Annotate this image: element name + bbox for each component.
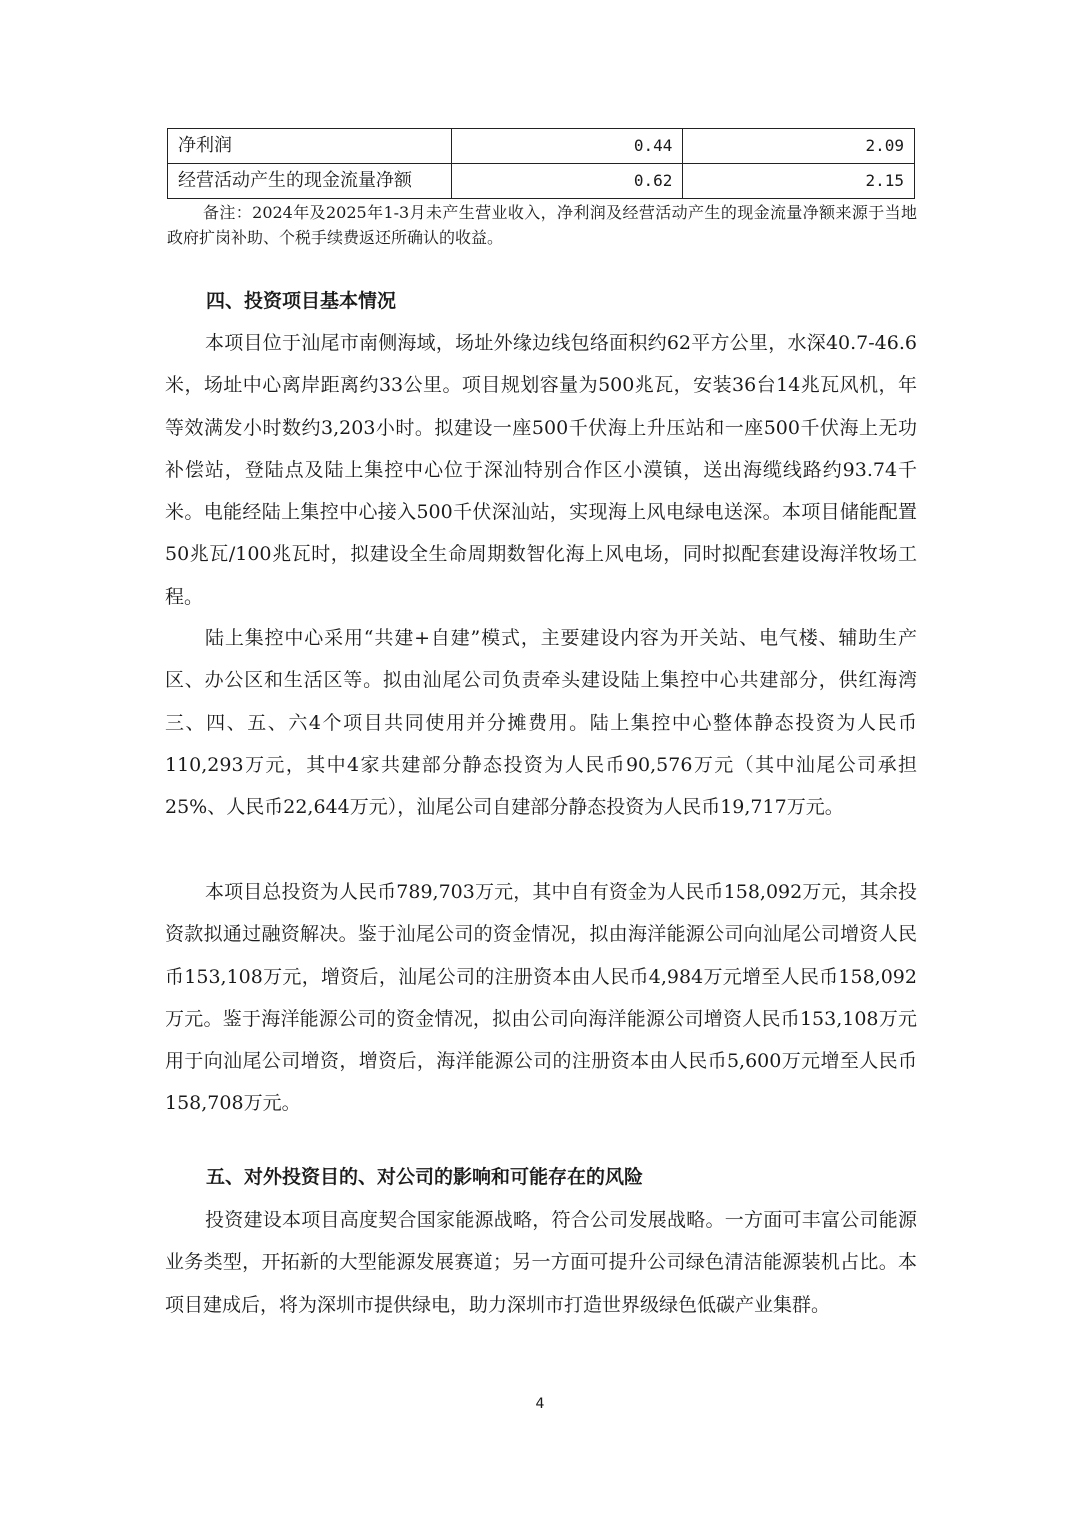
- paragraph: 投资建设本项目高度契合国家能源战略，符合公司发展战略。一方面可丰富公司能源业务类型，开拓新的大型能源发展赛道；另一方面可提升公司绿色清洁能源装机占比。本项目建成后，将为深圳市提供绿电，助力深圳市打造世界级绿色低碳产业集群。: [165, 1209, 917, 1316]
- row-label: 经营活动产生的现金流量净额: [168, 164, 452, 199]
- table-row: [168, 129, 915, 164]
- page-number: 4: [535, 1396, 545, 1412]
- row-value: 0.44: [451, 129, 683, 164]
- paragraph: 陆上集控中心采用“共建+自建”模式，主要建设内容为开关站、电气楼、辅助生产区、办公区和生活区等。拟由汕尾公司负责牵头建设陆上集控中心共建部分，供红海湾三、四、五、六4个项目共同使用并分摊费用。陆上集控中心整体静态投资为人民币110,293万元，其中4家共建部分静态投资为人民币90,576万元（其中汕尾公司承担25%、人民币22,644万元），汕尾公司自建部分静态投资为人民币19,717万元。: [165, 627, 917, 819]
- financial-table: [167, 128, 915, 199]
- section-heading: 四、投资项目基本情况: [206, 290, 397, 312]
- section-heading: 五、对外投资目的、对公司的影响和可能存在的风险: [206, 1166, 644, 1188]
- paragraph: 本项目总投资为人民币789,703万元，其中自有资金为人民币158,092万元，其余投资款拟通过融资解决。鉴于汕尾公司的资金情况，拟由海洋能源公司向汕尾公司增资人民币153,108万元，增资后，汕尾公司的注册资本由人民币4,984万元增至人民币158,092万元。鉴于海洋能源公司的资金情况，拟由公司向海洋能源公司增资人民币153,108万元用于向汕尾公司增资，增资后，海洋能源公司的注册资本由人民币5,600万元增至人民币158,708万元。: [165, 881, 917, 1115]
- table-row: [168, 164, 915, 199]
- row-value: 2.09: [683, 129, 915, 164]
- row-label: 净利润: [168, 129, 452, 164]
- table-note: 备注：2024年及2025年1-3月未产生营业收入，净利润及经营活动产生的现金流量净额来源于当地政府扩岗补助、个税手续费返还所确认的收益。: [167, 203, 917, 247]
- row-value: 0.62: [451, 164, 683, 199]
- paragraph: 本项目位于汕尾市南侧海域，场址外缘边线包络面积约62平方公里，水深40.7-46.6米，场址中心离岸距离约33公里。项目规划容量为500兆瓦，安装36台14兆瓦风机，年等效满发小时数约3,203小时。拟建设一座500千伏海上升压站和一座500千伏海上无功补偿站，登陆点及陆上集控中心位于深汕特别合作区小漠镇，送出海缆线路约93.74千米。电能经陆上集控中心接入500千伏深汕站，实现海上风电绿电送深。本项目储能配置50兆瓦/100兆瓦时，拟建设全生命周期数智化海上风电场，同时拟配套建设海洋牧场工程。: [165, 332, 917, 608]
- row-value: 2.15: [683, 164, 915, 199]
